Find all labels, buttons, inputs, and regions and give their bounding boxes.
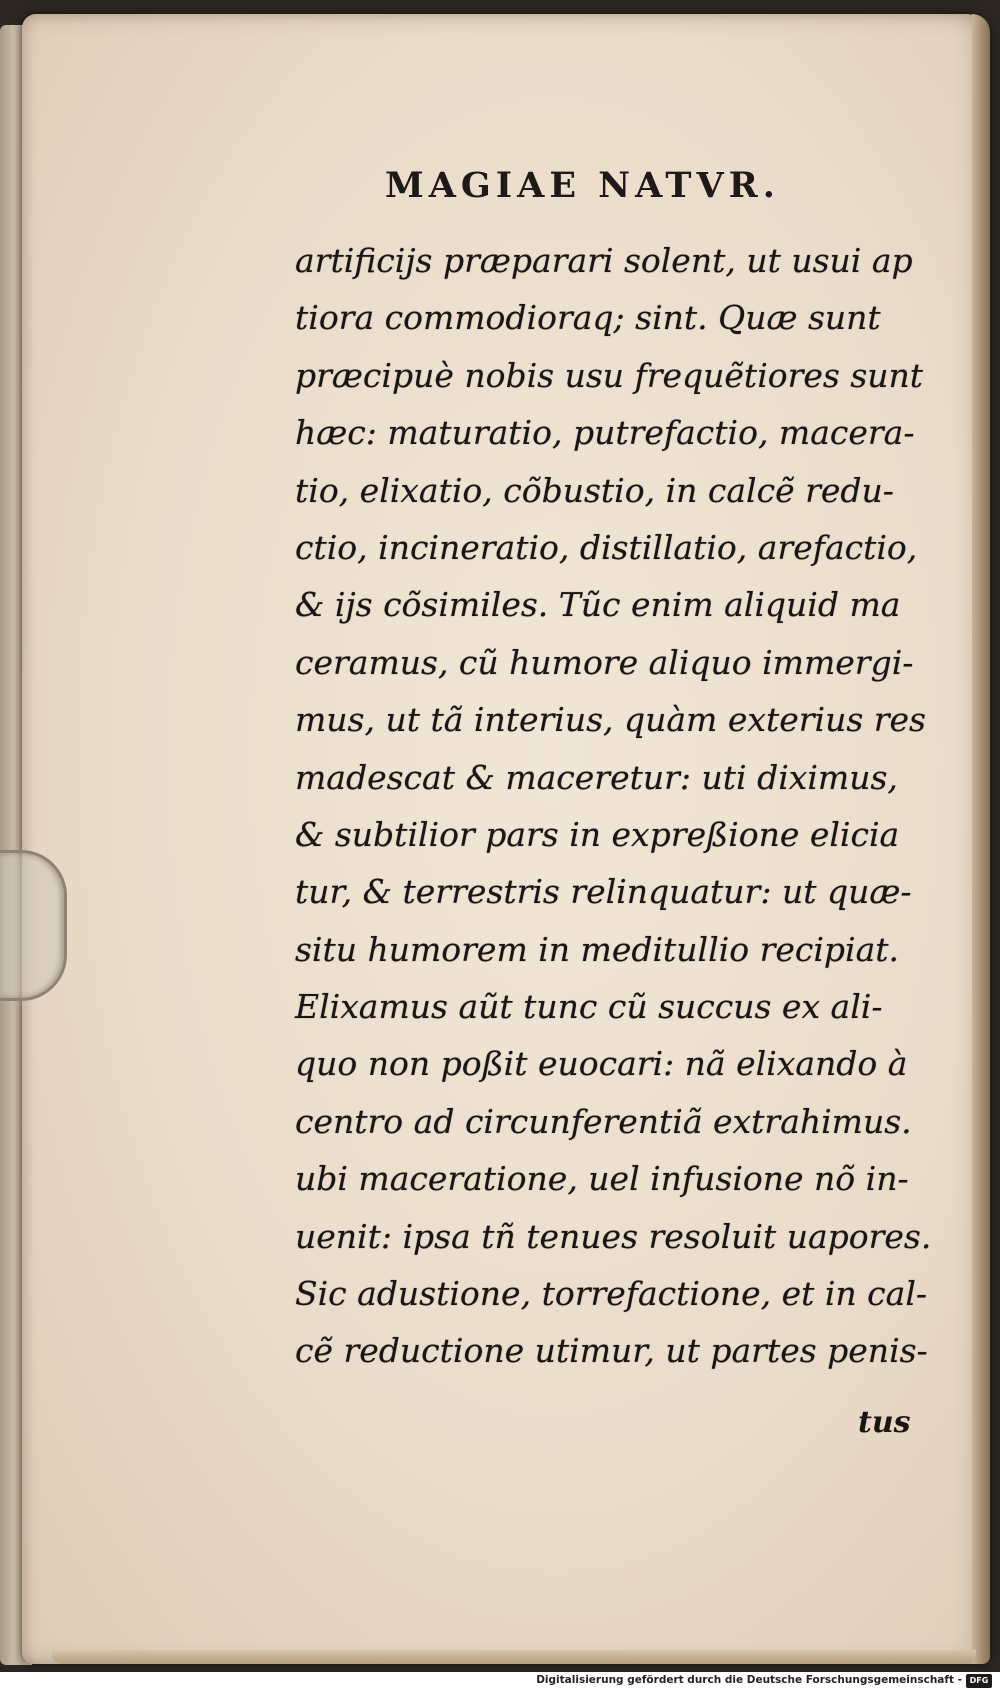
text-line: ubi maceratione, uel infusione nõ in- bbox=[295, 1159, 909, 1199]
footer-credit: Digitalisierung gefördert durch die Deutsche Forschungsgemeinschaft - bbox=[536, 1674, 962, 1686]
text-line: madescat & maceretur: uti diximus, bbox=[295, 757, 898, 797]
text-line: uenit: ipsa tñ tenues resoluit uapores. bbox=[295, 1216, 932, 1256]
text-line: præcipuè nobis usu frequẽtiores sunt bbox=[295, 355, 924, 395]
footer-bar bbox=[0, 1672, 1000, 1691]
page-bottom-edge bbox=[52, 1650, 976, 1664]
running-head: MAGIAE NATVR. bbox=[385, 165, 780, 206]
text-line: situ humorem in meditullio recipiat. bbox=[295, 929, 900, 969]
text-line: tur, & terrestris relinquatur: ut quæ- bbox=[295, 872, 912, 912]
text-line: Elixamus aũt tunc cũ succus ex ali- bbox=[295, 987, 883, 1027]
book-clip bbox=[0, 850, 67, 1001]
text-line: mus, ut tã interius, quàm exterius res bbox=[295, 700, 926, 740]
text-line: artificijs præparari solent, ut usui ap bbox=[295, 241, 913, 280]
text-line: tio, elixatio, cõbustio, in calcẽ redu- bbox=[295, 470, 894, 510]
catchword: tus bbox=[858, 1405, 911, 1440]
text-line: cẽ reductione utimur, ut partes penis- bbox=[295, 1331, 928, 1371]
text-line: hæc: maturatio, putrefactio, macera- bbox=[295, 413, 915, 453]
text-line: Sic adustione, torrefactione, et in cal- bbox=[295, 1274, 928, 1314]
text-line: ctio, incineratio, distillatio, arefactio, bbox=[295, 527, 918, 567]
text-line: tiora commodioraq; sint. Quæ sunt bbox=[295, 298, 881, 338]
text-line: ceramus, cũ humore aliquo immergi- bbox=[295, 642, 914, 682]
text-line: centro ad circunferentiã extrahimus. bbox=[295, 1101, 912, 1141]
text-line: & subtilior pars in expreßione elicia bbox=[295, 814, 900, 854]
body-text bbox=[295, 232, 935, 1380]
page-gutter-shadow bbox=[972, 14, 990, 1664]
text-line: & ijs cõsimiles. Tũc enim aliquid ma bbox=[295, 585, 901, 625]
dfg-logo: DFG bbox=[966, 1674, 992, 1688]
text-line: quo non poßit euocari: nã elixando à bbox=[295, 1044, 908, 1084]
